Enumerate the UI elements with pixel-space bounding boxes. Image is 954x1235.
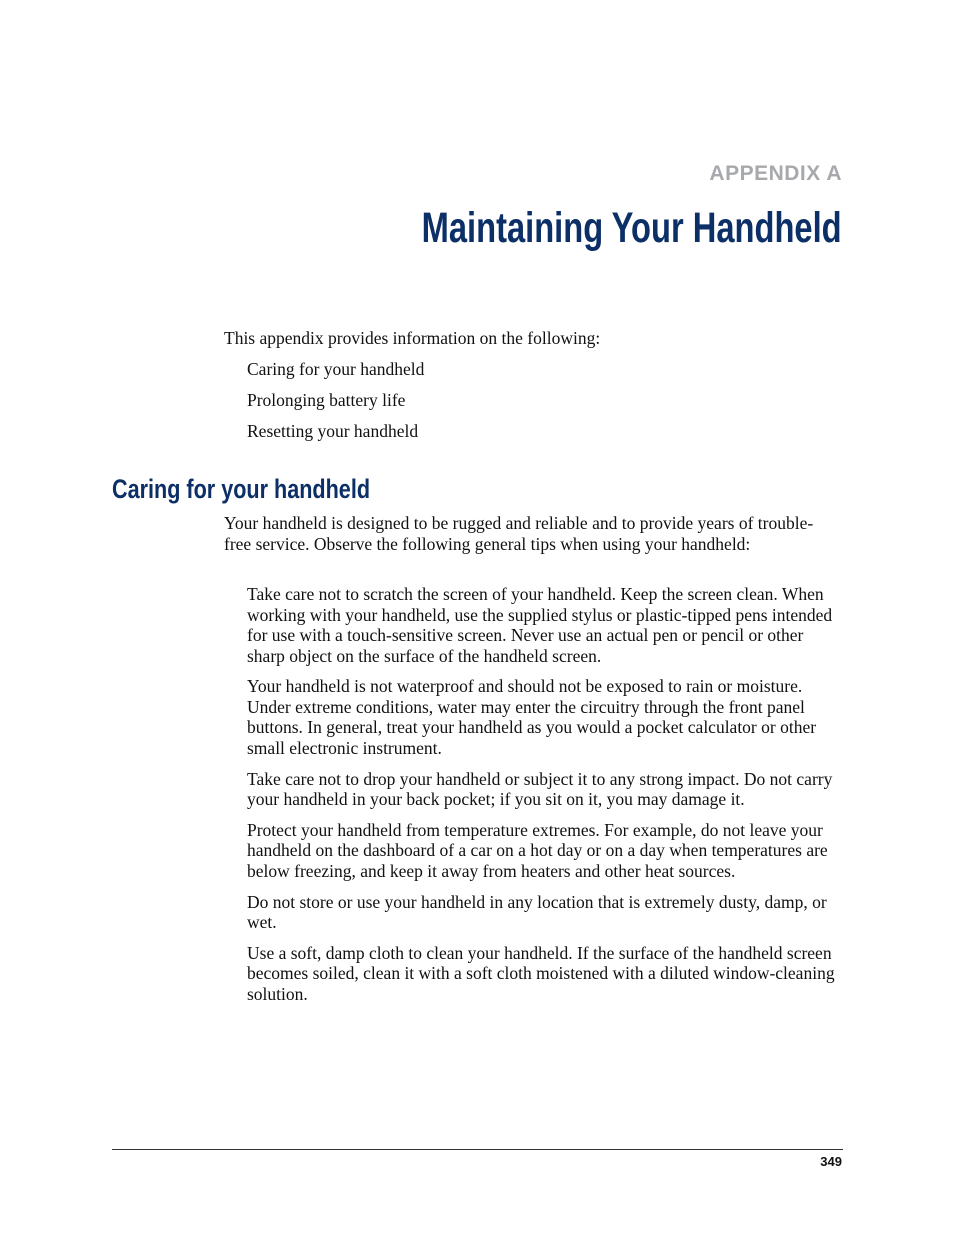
tip-screen: Take care not to scratch the screen of your handheld. Keep the screen clean. When working with your handheld, use the supplied stylus or plastic-tipped pens intended for use with a touch-sensitive screen. Never use an actual pen or pencil or other sharp object on the surface of the handheld screen. bbox=[247, 584, 833, 666]
tip-temperature: Protect your handheld from temperature extremes. For example, do not leave your handheld on the dashboard of a car on a hot day or on a day when temperatures are below freezing, and keep it away from heaters and other heat sources. bbox=[247, 819, 828, 881]
topic-item-caring: Caring for your handheld bbox=[247, 359, 425, 379]
appendix-label: APPENDIX A bbox=[709, 162, 842, 185]
section-intro-text: Your handheld is designed to be rugged and reliable and to provide years of trouble-free service. Observe the following general tips when using your handheld: bbox=[224, 513, 814, 554]
page-number: 349 bbox=[820, 1154, 842, 1169]
topic-item-resetting: Resetting your handheld bbox=[247, 421, 419, 441]
footer-rule bbox=[112, 1149, 843, 1150]
tip-storage: Do not store or use your handheld in any location that is extremely dusty, damp, or wet. bbox=[247, 891, 827, 933]
tip-waterproof: Your handheld is not waterproof and should not be exposed to rain or moisture. Under extreme conditions, water may enter the circuitry through the front panel buttons. In general, treat your handheld as you would a pocket calculator or other small electronic instrument. bbox=[247, 676, 817, 758]
section-title-caring: Caring for your handheld bbox=[112, 474, 371, 504]
intro-text: This appendix provides information on the following: bbox=[224, 328, 601, 348]
topic-item-battery: Prolonging battery life bbox=[247, 390, 406, 410]
tip-drop: Take care not to drop your handheld or subject it to any strong impact. Do not carry your handheld in your back pocket; if you sit on it, you may damage it. bbox=[247, 768, 833, 810]
topic-list bbox=[247, 359, 424, 452]
care-tips-list bbox=[247, 584, 843, 1015]
tip-cleaning: Use a soft, damp cloth to clean your handheld. If the surface of the handheld screen becomes soiled, clean it with a soft cloth moistened with a diluted window-cleaning solution. bbox=[247, 942, 835, 1004]
chapter-title: Maintaining Your Handheld bbox=[421, 204, 842, 252]
